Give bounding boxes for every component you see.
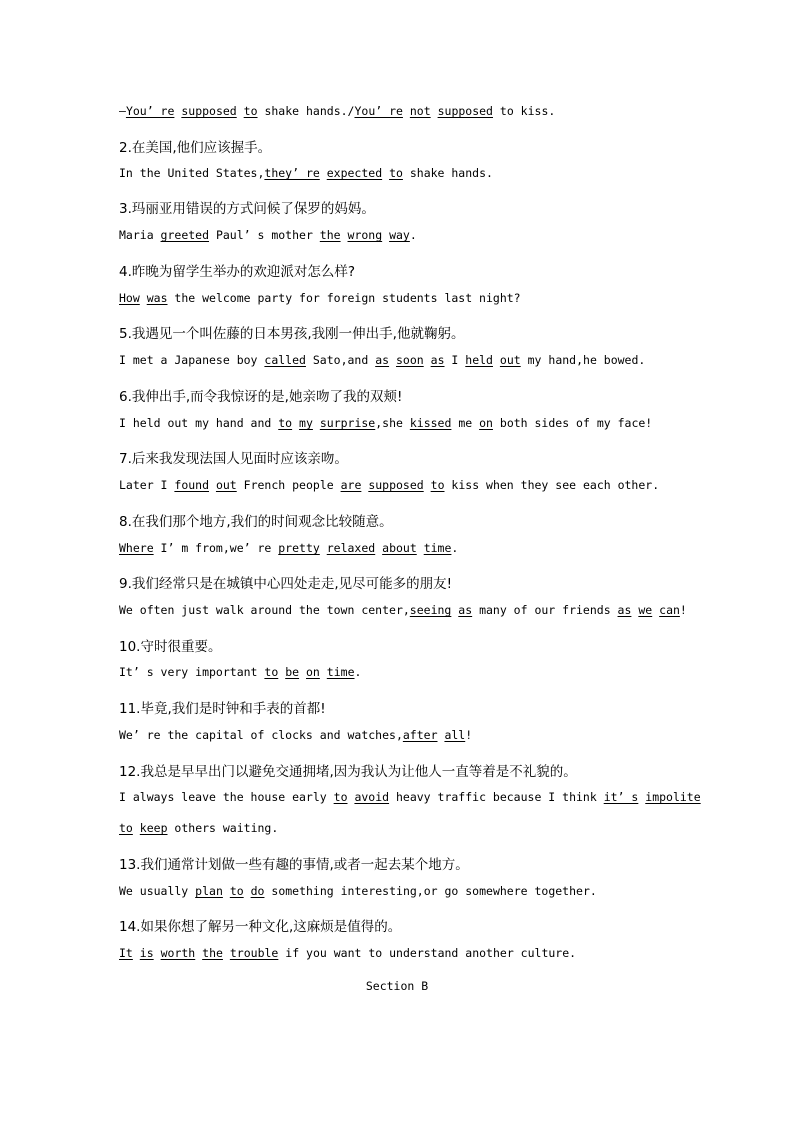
english-answer-line [119, 166, 493, 180]
text-segment [320, 541, 327, 555]
text-segment: . [409, 228, 417, 242]
answer-blank: greeted [160, 228, 210, 242]
answer-blank: on [306, 665, 320, 679]
english-answer-line [119, 603, 687, 617]
text-segment: We usually [119, 884, 196, 898]
answer-blank: soon [396, 353, 424, 367]
text-segment: 13.我们通常计划做一些有趣的事情,或者一起去某个地方。 [119, 857, 469, 873]
answer-blank: supposed [437, 104, 493, 118]
answer-blank: pretty [278, 541, 320, 555]
text-segment [223, 884, 230, 898]
text-segment: 2.在美国,他们应该握手。 [119, 140, 272, 156]
text-segment: In the United States, [119, 166, 265, 180]
chinese-prompt-line [119, 385, 402, 405]
text-segment: Maria [119, 228, 161, 242]
english-answer-line [119, 946, 576, 960]
chinese-prompt-line [119, 915, 401, 935]
text-segment: something interesting,or go somewhere together. [264, 884, 597, 898]
chinese-prompt-line [119, 510, 393, 530]
text-segment [403, 104, 410, 118]
text-segment: ,she [375, 416, 410, 430]
text-segment [292, 416, 299, 430]
answer-blank: to [243, 104, 258, 118]
answer-blank: way [389, 228, 410, 242]
english-answer-line [119, 541, 458, 555]
text-segment: shake hands./ [257, 104, 355, 118]
section-heading: Section B [365, 979, 429, 993]
text-segment [313, 416, 320, 430]
answer-blank: to [229, 884, 244, 898]
answer-blank: the [202, 946, 223, 960]
text-segment: the welcome party for foreign students last night? [167, 291, 521, 305]
answer-blank: supposed [368, 478, 424, 492]
answer-blank: surprise [319, 416, 376, 430]
text-segment: I held out my hand and [119, 416, 279, 430]
chinese-prompt-line [119, 197, 375, 217]
chinese-prompt-line [119, 697, 326, 717]
text-segment [389, 353, 396, 367]
text-segment: Later I [119, 478, 175, 492]
text-segment: me [451, 416, 480, 430]
text-segment [140, 291, 147, 305]
answer-blank: as [430, 353, 445, 367]
answer-blank: they’ re [264, 166, 320, 180]
chinese-prompt-line [119, 260, 355, 280]
text-segment: I met a Japanese boy [119, 353, 265, 367]
text-segment [320, 665, 327, 679]
answer-blank: worth [160, 946, 196, 960]
text-segment: Sato,and [305, 353, 376, 367]
answer-blank: plan [195, 884, 223, 898]
chinese-prompt-line [119, 322, 464, 342]
text-segment: 14.如果你想了解另一种文化,这麻烦是值得的。 [119, 919, 402, 935]
chinese-prompt-line [119, 760, 577, 780]
answer-blank: on [479, 416, 493, 430]
answer-blank: to [333, 790, 348, 804]
text-segment: We’ re the capital of clocks and watches, [119, 728, 403, 742]
text-segment: if you want to understand another culture. [278, 946, 577, 960]
answer-blank: to [430, 478, 445, 492]
answer-blank: avoid [354, 790, 390, 804]
answer-blank: my [299, 416, 313, 430]
chinese-prompt-line [119, 635, 221, 655]
text-segment: — [119, 104, 126, 118]
answer-blank: be [285, 665, 300, 679]
text-segment [223, 946, 230, 960]
text-segment: both sides of my face! [492, 416, 653, 430]
text-segment: ! [679, 603, 687, 617]
answer-blank: time [423, 541, 452, 555]
text-segment: I [444, 353, 466, 367]
text-segment [133, 946, 140, 960]
chinese-prompt-line [119, 572, 452, 592]
answer-blank: as [458, 603, 473, 617]
text-segment [320, 166, 327, 180]
answer-blank: not [409, 104, 431, 118]
english-answer-line [119, 353, 645, 367]
answer-blank: to [278, 416, 293, 430]
english-answer-line [119, 228, 417, 242]
answer-blank: as [375, 353, 390, 367]
text-segment: 7.后来我发现法国人见面时应该亲吻。 [119, 451, 348, 467]
text-segment: 8.在我们那个地方,我们的时间观念比较随意。 [119, 514, 393, 530]
text-segment: my hand,he bowed. [520, 353, 646, 367]
text-segment: heavy traffic because I think [389, 790, 604, 804]
answer-blank: to [119, 821, 133, 835]
text-segment [424, 478, 431, 492]
english-answer-line [119, 104, 555, 118]
answer-blank: time [326, 665, 355, 679]
english-answer-line [119, 790, 701, 804]
text-segment: I’ m from,we’ re [153, 541, 279, 555]
text-segment: We often just walk around the town center, [119, 603, 410, 617]
text-segment: 12.我总是早早出门以避免交通拥堵,因为我认为让他人一直等着是不礼貌的。 [119, 764, 577, 780]
chinese-prompt-line [119, 853, 469, 873]
text-segment: 9.我们经常只是在城镇中心四处走走,见尽可能多的朋友! [119, 576, 453, 592]
text-segment: I always leave the house early [119, 790, 334, 804]
text-segment [244, 884, 251, 898]
answer-blank: it’ s [603, 790, 639, 804]
answer-blank: expected [326, 166, 383, 180]
answer-blank: It [119, 946, 133, 960]
text-segment: 11.毕竟,我们是时钟和手表的首都! [119, 701, 326, 717]
answer-blank: are [340, 478, 362, 492]
answer-blank: the [319, 228, 341, 242]
english-answer-line [119, 728, 472, 742]
text-segment: French people [236, 478, 341, 492]
answer-blank: wrong [347, 228, 383, 242]
answer-blank: You’ re [125, 104, 175, 118]
text-segment: many of our friends [472, 603, 618, 617]
english-answer-line [119, 291, 521, 305]
answer-blank: impolite [645, 790, 701, 804]
text-segment: Paul’ s mother [209, 228, 320, 242]
text-segment [493, 353, 500, 367]
answer-blank: keep [139, 821, 168, 835]
text-segment: others waiting. [167, 821, 279, 835]
answer-blank: kissed [409, 416, 452, 430]
answer-blank: as [617, 603, 632, 617]
text-segment: . [354, 665, 362, 679]
answer-blank: You’ re [354, 104, 403, 118]
answer-blank: to [389, 166, 403, 180]
answer-blank: supposed [181, 104, 237, 118]
answer-blank: was [146, 291, 168, 305]
english-answer-line [119, 884, 597, 898]
answer-blank: is [139, 946, 154, 960]
answer-blank: relaxed [326, 541, 376, 555]
chinese-prompt-line [119, 447, 348, 467]
answer-blank: found [174, 478, 210, 492]
text-segment [431, 104, 438, 118]
answer-blank: we [638, 603, 653, 617]
chinese-prompt-line [119, 136, 271, 156]
answer-blank: How [119, 291, 140, 305]
text-segment: to kiss. [492, 104, 556, 118]
answer-blank: can [659, 603, 680, 617]
text-segment: 6.我伸出手,而令我惊讶的是,她亲吻了我的双颊! [119, 389, 403, 405]
text-segment [154, 946, 161, 960]
text-segment [417, 541, 424, 555]
text-segment: 5.我遇见一个叫佐藤的日本男孩,我刚一伸出手,他就鞠躬。 [119, 326, 465, 342]
text-segment: ! [465, 728, 473, 742]
text-segment [209, 478, 216, 492]
english-answer-line [119, 478, 659, 492]
text-segment: 3.玛丽亚用错误的方式问候了保罗的妈妈。 [119, 201, 375, 217]
answer-blank: held [465, 353, 493, 367]
text-segment: 10.守时很重要。 [119, 639, 222, 655]
answer-blank: Where [119, 541, 154, 555]
answer-blank: after [402, 728, 438, 742]
answer-blank: called [264, 353, 306, 367]
text-segment: 4.昨晚为留学生举办的欢迎派对怎么样? [119, 264, 356, 280]
text-segment [133, 821, 140, 835]
answer-blank: out [215, 478, 237, 492]
text-segment [237, 104, 244, 118]
english-answer-line [119, 821, 278, 835]
answer-blank: out [499, 353, 521, 367]
answer-blank: about [382, 541, 417, 555]
english-answer-line [119, 416, 652, 430]
answer-blank: do [250, 884, 265, 898]
text-segment: . [451, 541, 459, 555]
english-answer-line [119, 665, 361, 679]
answer-blank: seeing [409, 603, 452, 617]
text-segment: shake hands. [402, 166, 493, 180]
text-segment [341, 228, 348, 242]
text-segment [299, 665, 306, 679]
text-segment: It’ s very important [119, 665, 265, 679]
text-segment [424, 353, 431, 367]
answer-blank: to [264, 665, 279, 679]
answer-blank: trouble [229, 946, 279, 960]
text-segment: kiss when they see each other. [444, 478, 660, 492]
answer-blank: all [444, 728, 466, 742]
